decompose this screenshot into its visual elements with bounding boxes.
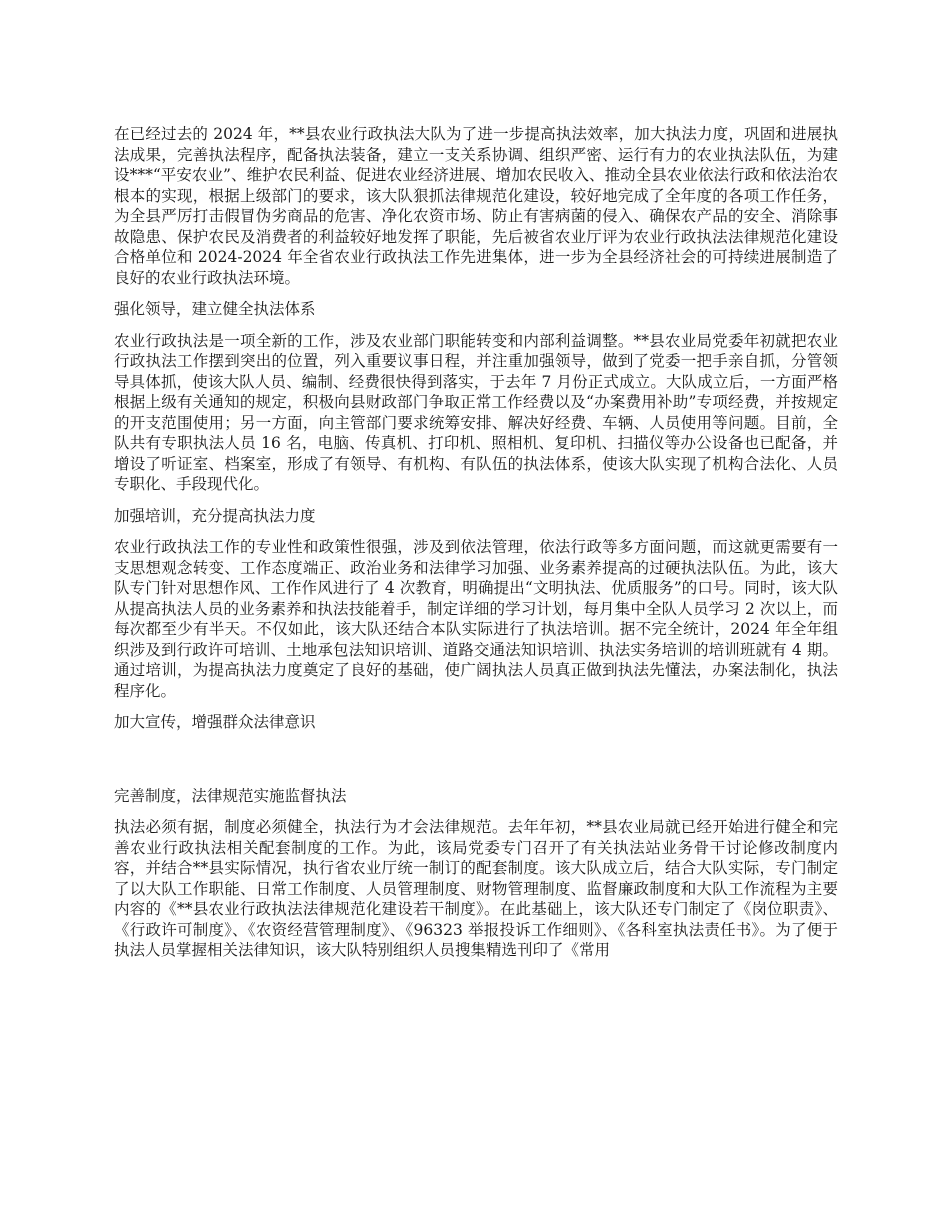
blank-space xyxy=(114,744,838,786)
leadership-paragraph: 农业行政执法是一项全新的工作，涉及农业部门职能转变和内部利益调整。**县农业局党委年初就把农业行政执法工作摆到突出的位置，列入重要议事日程，并注重加强领导，做到了党委一把手亲自抓，分管领导具体抓，使该大队人员、编制、经费很快得到落实，于去年 7 月份正式成立。大队成立后，一方面严格根据上级有关通知的规定，积极向县财政部门争取正常工作经费以及“办案费用补助”专项经费，并按规定的开支范围使用；另一方面，向主管部门要求统筹安排、解决好经费、车辆、人员使用等问题。目前，全队共有专职执法人员 16 名，电脑、传真机、打印机、照相机、复印机、扫描仪等办公设备也已配备，并增设了听证室、档案室，形成了有领导、有机构、有队伍的执法体系，使该大队实现了机构合法化、人员专职化、手段现代化。 xyxy=(114,331,838,493)
document-page xyxy=(114,124,838,972)
training-paragraph: 农业行政执法工作的专业性和政策性很强，涉及到依法管理，依法行政等多方面问题，而这就更需要有一支思想观念转变、工作态度端正、政治业务和法律学习加强、业务素养提高的过硬执法队伍。为此，该大队专门针对思想作风、工作作风进行了 4 次教育，明确提出“文明执法、优质服务”的口号。同时，该大队从提高执法人员的业务素养和执法技能着手，制定详细的学习计划，每月集中全队人员学习 2 次以上，而每次都至少有半天。不仅如此，该大队还结合本队实际进行了执法培训。据不完全统计，2024 年全年组织涉及到行政许可培训、土地承包法知识培训、道路交通法知识培训、执法实务培训的培训班就有 4 期。通过培训，为提高执法力度奠定了良好的基础，使广阔执法人员真正做到执法先懂法，办案法制化，执法程序化。 xyxy=(114,538,838,700)
section-heading-publicity: 加大宣传，增强群众法律意识 xyxy=(114,713,316,731)
section-heading-system: 完善制度，法律规范实施监督执法 xyxy=(114,786,347,805)
intro-paragraph: 在已经过去的 2024 年，**县农业行政执法大队为了进一步提高执法效率，加大执法力度，巩固和进展执法成果，完善执法程序，配备执法装备，建立一支关系协调、组织严密、运行有力的农业执法队伍，为建设***“平安农业”、维护农民利益、促进农业经济进展、增加农民收入、推动全县农业依法行政和依法治农根本的实现，根据上级部门的要求，该大队狠抓法律规范化建设，较好地完成了全年度的各项工作任务，为全县严厉打击假冒伪劣商品的危害、净化农资市场、防止有害病菌的侵入、确保农产品的安全、消除事故隐患、保护农民及消费者的利益较好地发挥了职能，先后被省农业厅评为农业行政执法法律规范化建设合格单位和 2024-2024 年全省农业行政执法工作先进集体，进一步为全县经济社会的可持续进展制造了良好的农业行政执法环境。 xyxy=(114,125,838,287)
section-heading-leadership: 强化领导，建立健全执法体系 xyxy=(114,300,316,318)
section-heading-training: 加强培训，充分提高执法力度 xyxy=(114,506,316,525)
system-paragraph: 执法必须有据，制度必须健全，执法行为才会法律规范。去年年初，**县农业局就已经开始进行健全和完善农业行政执法相关配套制度的工作。为此，该局党委专门召开了有关执法站业务骨干讨论修改制度内容，并结合**县实际情况，执行省农业厅统一制订的配套制度。该大队成立后，结合大队实际，专门制定了以大队工作职能、日常工作制度、人员管理制度、财物管理制度、监督廉政制度和大队工作流程为主要内容的《**县农业行政执法法律规范化建设若干制度》。在此基础上，该大队还专门制定了《岗位职责》、《行政许可制度》、《农资经营管理制度》、《96323 举报投诉工作细则》、《各科室执法责任书》。为了便于执法人员掌握相关法律知识，该大队特别组织人员搜集精选刊印了《常用 xyxy=(114,818,838,959)
